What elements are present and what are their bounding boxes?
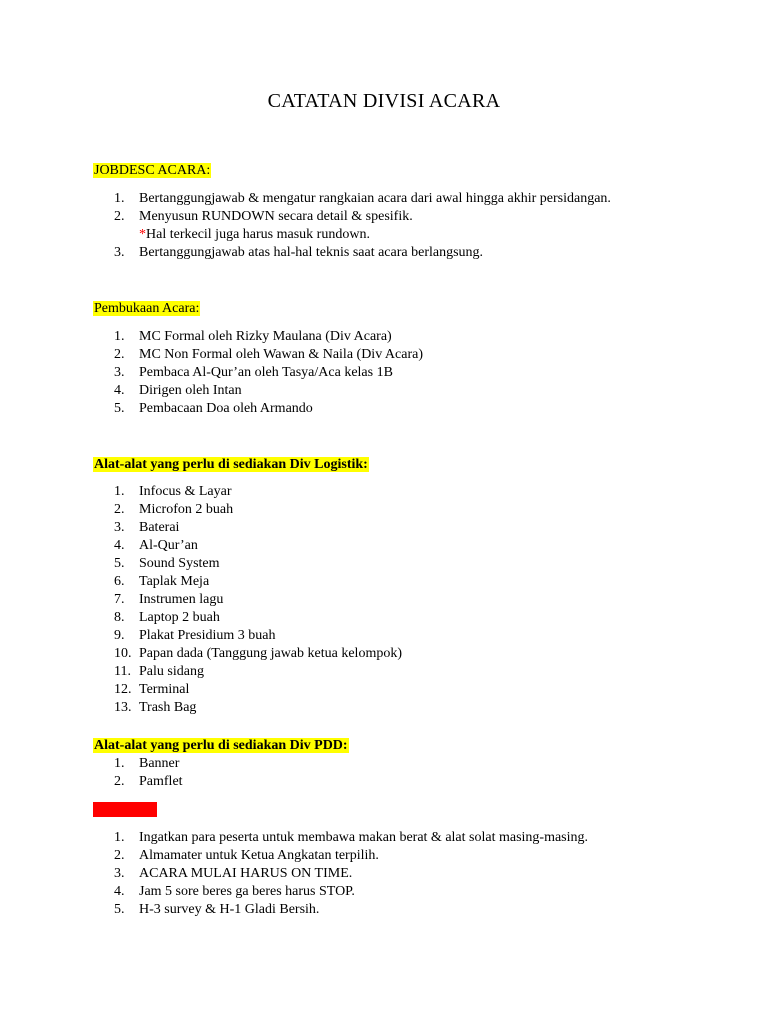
list-item: 12. Terminal [114,682,190,697]
list-item: 2. MC Non Formal oleh Wawan & Naila (Div Acara) [114,347,423,362]
list-item: 2. Pamflet [114,774,183,789]
list-item: 1. MC Formal oleh Rizky Maulana (Div Acara) [114,329,392,344]
note-text: Hal terkecil juga harus masuk rundown. [146,227,370,242]
logistik-heading [93,456,369,474]
list-item: 5. H-3 survey & H-1 Gladi Bersih. [114,902,320,917]
list-item: 2. Microfon 2 buah [114,502,234,517]
list-item: 9. Plakat Presidium 3 buah [114,628,276,643]
list-item: 4. Jam 5 sore beres ga beres harus STOP. [114,884,355,899]
pdd-heading-text: Alat-alat yang perlu di sediakan Div PDD: [94,738,348,753]
list-item: 3. Baterai [114,520,180,535]
list-item: 10. Papan dada (Tanggung jawab ketua kelompok) [114,646,402,661]
page-title: CATATAN DIVISI ACARA [267,90,501,112]
list-item: 5. Pembacaan Doa oleh Armando [114,401,313,416]
list-item: 1. Banner [114,756,180,771]
list-item: 6. Taplak Meja [114,574,210,589]
list-item: 2. Menyusun RUNDOWN secara detail & spesifik. [114,209,413,224]
list-item: 4. Al-Qur’an [114,538,198,553]
note-star: * [139,227,146,242]
list-item: 1. Bertanggungjawab & mengatur rangkaian acara dari awal hingga akhir persidangan. [114,191,611,206]
jobdesc-note [139,226,370,244]
tambahan-list [0,829,680,919]
jobdesc-list [0,190,680,226]
list-item: 1. Ingatkan para peserta untuk membawa makan berat & alat solat masing-masing. [114,830,589,845]
tambahan-heading-text: Tambahan: [94,802,156,817]
tambahan-heading [93,801,157,819]
list-item: 7. Instrumen lagu [114,592,224,607]
jobdesc-heading-text: JOBDESC ACARA: [94,163,211,178]
jobdesc-heading [93,162,211,180]
list-item: 4. Dirigen oleh Intan [114,383,242,398]
list-item: 3. ACARA MULAI HARUS ON TIME. [114,866,353,881]
logistik-list [0,483,680,717]
jobdesc-list-cont [0,244,680,262]
list-item: 5. Sound System [114,556,220,571]
logistik-heading-text: Alat-alat yang perlu di sediakan Div Logistik: [94,457,368,472]
list-item: 2. Almamater untuk Ketua Angkatan terpilih. [114,848,379,863]
pdd-heading [93,737,349,755]
pembukaan-list [0,328,680,418]
list-item: 11. Palu sidang [114,664,204,679]
list-item: 3. Bertanggungjawab atas hal-hal teknis saat acara berlangsung. [114,245,484,260]
pembukaan-heading [93,300,200,318]
pdd-list [0,755,680,791]
pembukaan-heading-text: Pembukaan Acara: [94,301,200,316]
list-item: 13. Trash Bag [114,700,197,715]
list-item: 8. Laptop 2 buah [114,610,220,625]
list-item: 3. Pembaca Al-Qur’an oleh Tasya/Aca kelas 1B [114,365,393,380]
list-item: 1. Infocus & Layar [114,484,232,499]
